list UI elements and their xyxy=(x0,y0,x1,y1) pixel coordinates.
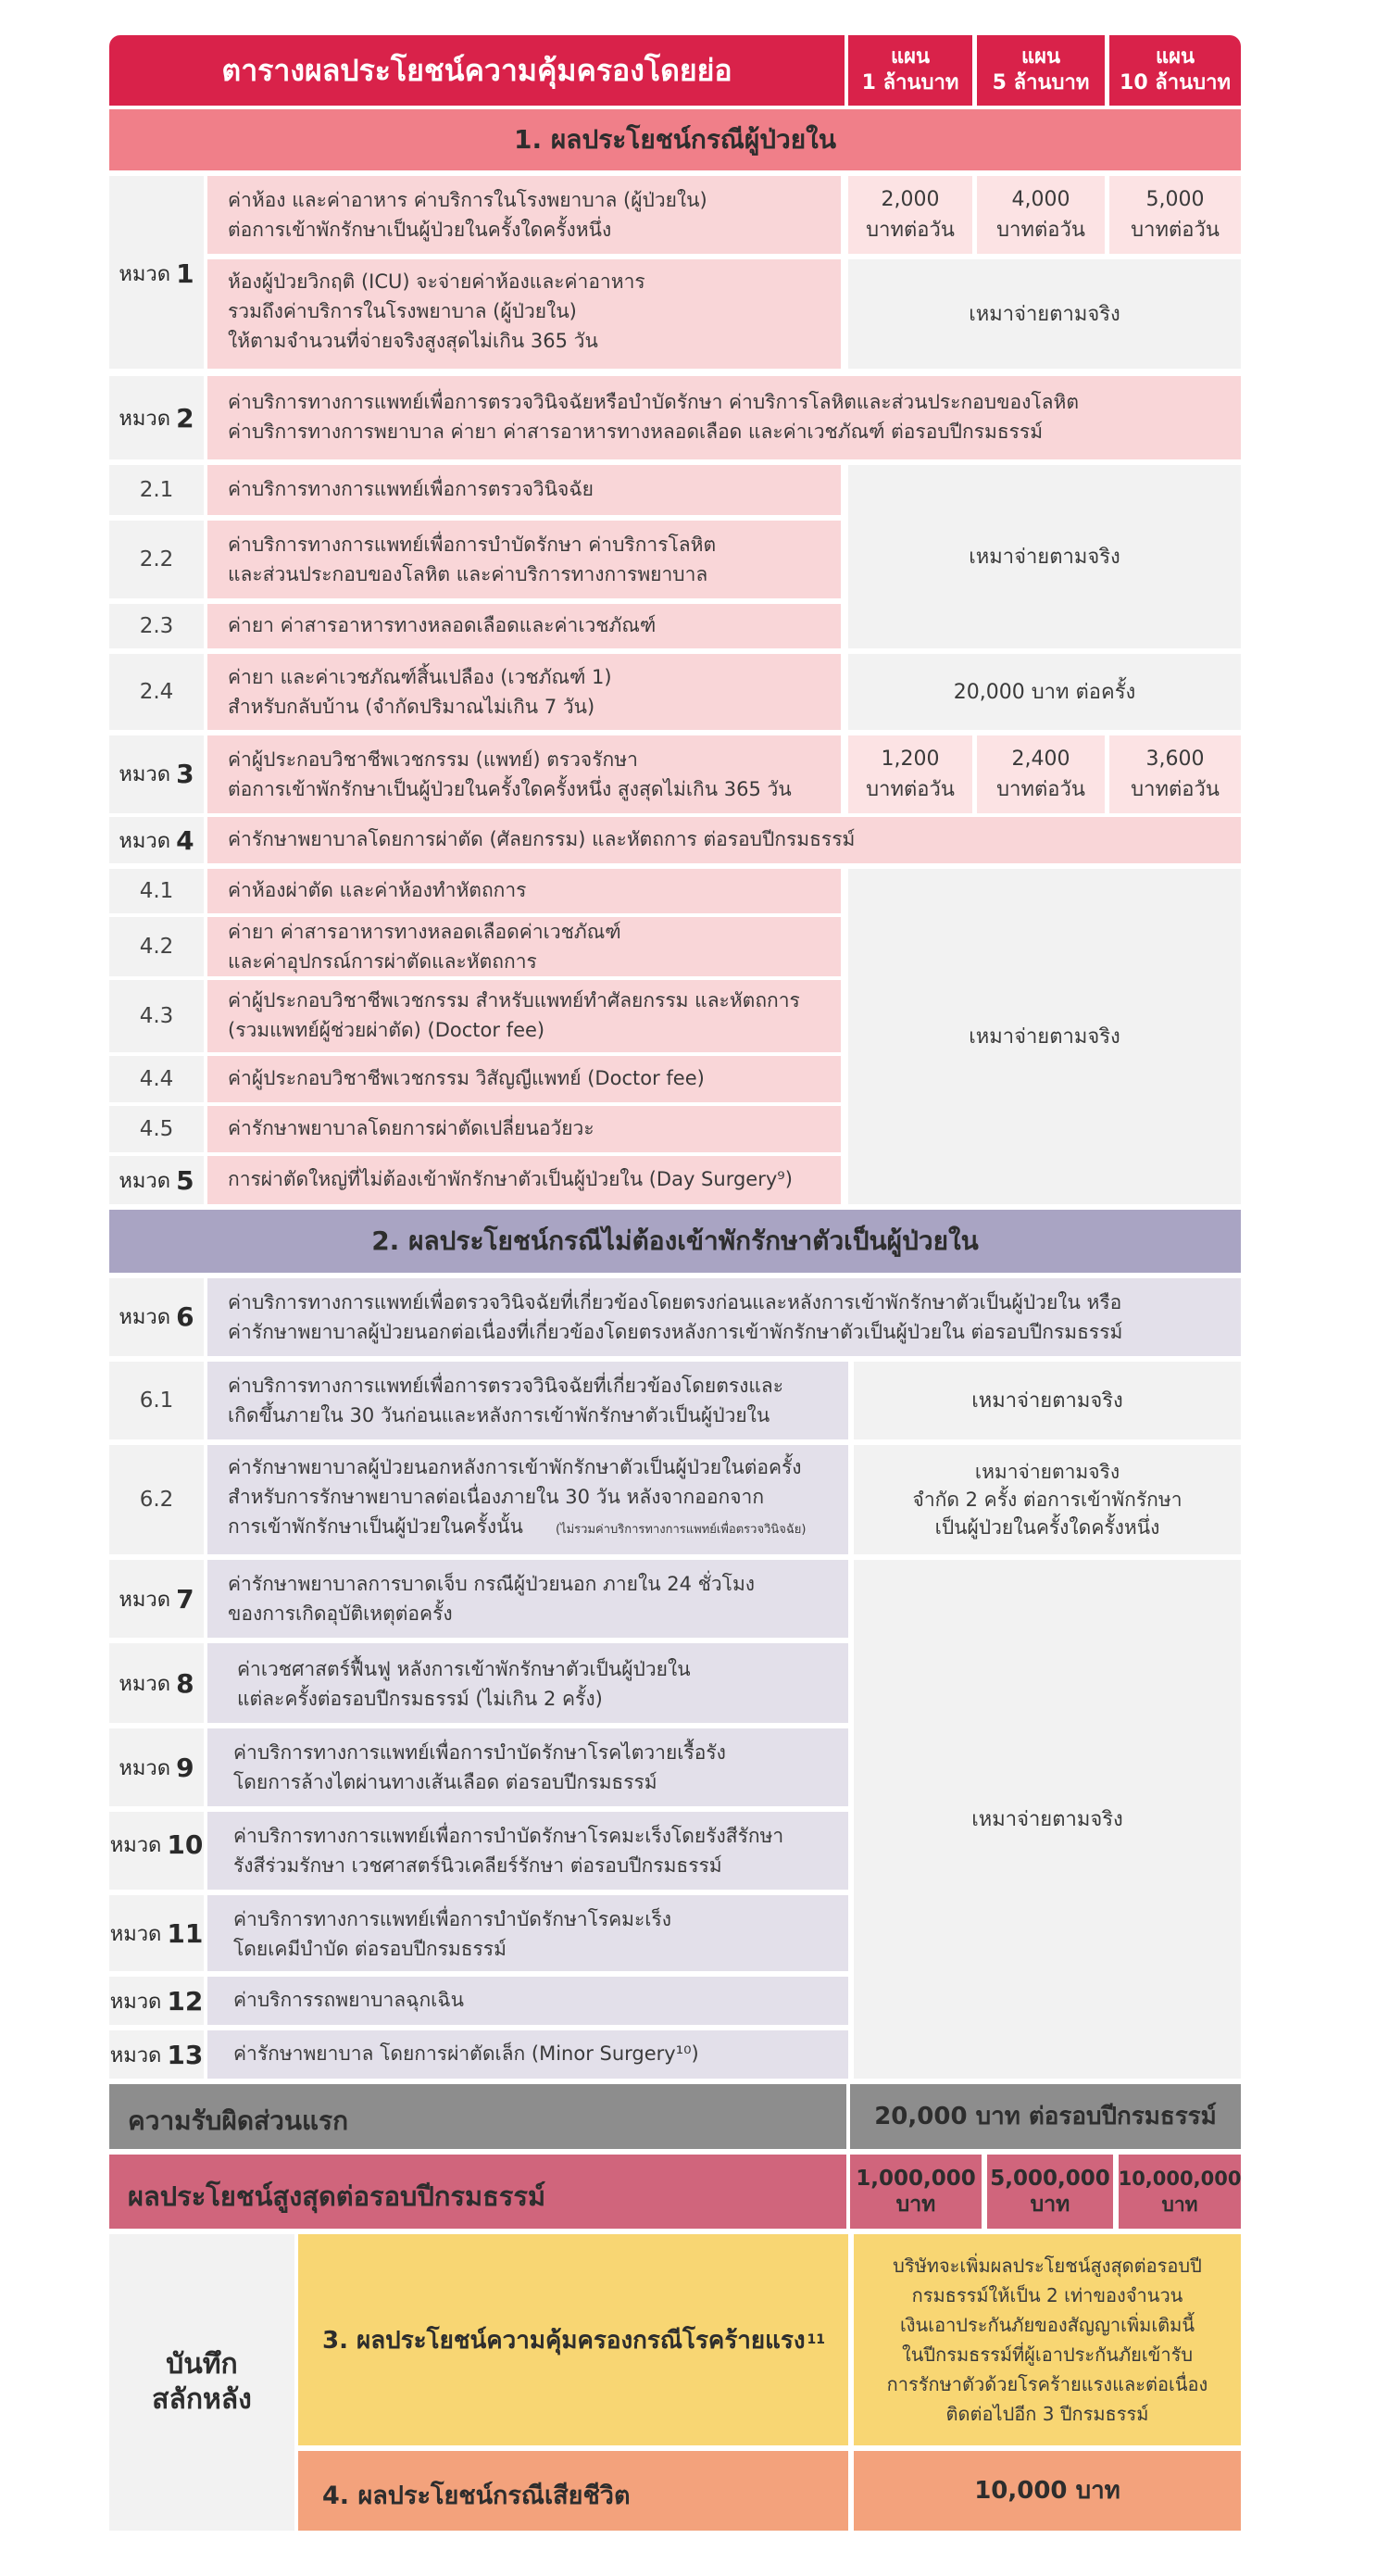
category-7-label xyxy=(109,1576,204,1622)
deductible-value: 20,000 บาท ต่อรอบปีกรมธรรม์ xyxy=(850,2084,1241,2149)
deductible-label: ความรับผิดส่วนแรก xyxy=(109,2084,846,2149)
sub-2-1-number: 2.1 xyxy=(109,465,204,515)
room-board-text: ค่าห้อง และค่าอาหาร ค่าบริการในโรงพยาบาล (ผู้ป่วยใน) ต่อการเข้าพักรักษาเป็นผู้ป่วยในครั้งใดครั้งหนึ่ง xyxy=(207,176,841,254)
category-number: 1 xyxy=(176,258,194,289)
sub-4-1-number: 4.1 xyxy=(109,869,204,913)
category-number: 4 xyxy=(176,824,194,856)
category-13-label xyxy=(109,2030,204,2079)
category-number: 11 xyxy=(167,1917,204,1949)
room-value-1m: 2,000 บาทต่อวัน xyxy=(848,176,972,254)
category-number: 3 xyxy=(176,758,194,789)
category-label-text: หมวด xyxy=(109,1990,162,2014)
sub-2-4-text: ค่ายา และค่าเวชภัณฑ์สิ้นเปลือง (เวชภัณฑ์ 1) สำหรับกลับบ้าน (จำกัดปริมาณไม่เกิน 7 วัน) xyxy=(207,654,841,730)
sub-4-4-number: 4.4 xyxy=(109,1056,204,1102)
critical-illness-value: บริษัทจะเพิ่มผลประโยชน์สูงสุดต่อรอบปี กรมธรรม์ให้เป็น 2 เท่าของจำนวน เงินเอาประกันภัยของสัญญาเพิ่มเติมนี้ ในปีกรมธรรม์ที่ผู้เอาประกันภัยเข้ารับ การรักษาตัวด้วยโรคร้ายแรงและต่อเนื่อง ติดต่อไปอีก 3 ปีกรมธรรม์ xyxy=(854,2234,1241,2445)
sub-2-3-number: 2.3 xyxy=(109,604,204,648)
category-7-text: ค่ารักษาพยาบาลการบาดเจ็บ กรณีผู้ป่วยนอก ภายใน 24 ชั่วโมง ของการเกิดอุบัติเหตุต่อครั้ง xyxy=(207,1560,848,1638)
table-title: ตารางผลประโยชน์ความคุ้มครองโดยย่อ xyxy=(109,35,845,106)
category-2-label xyxy=(109,395,204,441)
sub-6-2-number: 6.2 xyxy=(109,1445,204,1554)
plan-header-1m: แผน 1 ล้านบาท xyxy=(848,35,972,106)
category-3-text: ค่าผู้ประกอบวิชาชีพเวชกรรม (แพทย์) ตรวจรักษา ต่อการเข้าพักรักษาเป็นผู้ป่วยในครั้งใดครั้งหนึ่ง สูงสุดไม่เกิน 365 วัน xyxy=(207,735,841,813)
category-label-text: หมวด xyxy=(119,1305,171,1329)
category-label-text: หมวด xyxy=(119,1756,171,1780)
section-1-title: 1. ผลประโยชน์กรณีผู้ป่วยใน xyxy=(109,109,1241,170)
sub-2-2-text: ค่าบริการทางการแพทย์เพื่อการบำบัดรักษา ค่าบริการโลหิต และส่วนประกอบของโลหิต และค่าบริการทางการพยาบาล xyxy=(207,521,841,598)
rider-label: บันทึก สลักหลัง xyxy=(109,2234,294,2531)
category-3-value-1m: 1,200 บาทต่อวัน xyxy=(848,735,972,813)
category-number: 12 xyxy=(167,1985,204,2017)
category-10-label xyxy=(109,1821,204,1867)
category-number: 13 xyxy=(167,2039,204,2070)
category-5-text: การผ่าตัดใหญ่ที่ไม่ต้องเข้าพักรักษาตัวเป็นผู้ป่วยใน (Day Surgery⁹) xyxy=(207,1156,841,1204)
category-6-label xyxy=(109,1293,204,1339)
category-3-label xyxy=(109,750,204,797)
sub-4-3-text: ค่าผู้ประกอบวิชาชีพเวชกรรม สำหรับแพทย์ทำศัลยกรรม และหัตถการ (รวมแพทย์ผู้ช่วยผ่าตัด) (Doctor fee) xyxy=(207,980,841,1052)
sub-2-4-value: 20,000 บาท ต่อครั้ง xyxy=(848,654,1241,730)
critical-illness-cell xyxy=(298,2234,848,2445)
category-9-label xyxy=(109,1744,204,1791)
max-benefit-1m: 1,000,000 บาท xyxy=(850,2155,982,2229)
sub-2-4-number: 2.4 xyxy=(109,654,204,730)
sub-2-1-text: ค่าบริการทางการแพทย์เพื่อการตรวจวินิจฉัย xyxy=(207,465,841,515)
category-number: 9 xyxy=(176,1752,194,1783)
category-8-text: ค่าเวชศาสตร์ฟื้นฟู หลังการเข้าพักรักษาตัวเป็นผู้ป่วยใน แต่ละครั้งต่อรอบปีกรมธรรม์ (ไม่เกิน 2 ครั้ง) xyxy=(207,1643,848,1723)
death-benefit-value: 10,000 บาท xyxy=(854,2451,1241,2531)
sub-6-2-text-cell xyxy=(207,1445,848,1554)
category-11-text: ค่าบริการทางการแพทย์เพื่อการบำบัดรักษาโรคมะเร็ง โดยเคมีบำบัด ต่อรอบปีกรมธรรม์ xyxy=(207,1895,848,1971)
category-6-text: ค่าบริการทางการแพทย์เพื่อตรวจวินิจฉัยที่เกี่ยวข้องโดยตรงก่อนและหลังการเข้าพักรักษาตัวเป็นผู้ป่วยใน หรือ ค่ารักษาพยาบาลผู้ป่วยนอกต่อเนื่องที่เกี่ยวข้องโดยตรงหลังการเข้าพักรักษาตัวเป็นผู้ป่วยใน ต่อรอบปีกรมธรรม์ xyxy=(207,1278,1241,1356)
icu-text: ห้องผู้ป่วยวิกฤติ (ICU) จะจ่ายค่าห้องและค่าอาหาร รวมถึงค่าบริการในโรงพยาบาล (ผู้ป่วยใน) ให้ตามจำนวนที่จ่ายจริงสูงสุดไม่เกิน 365 วัน xyxy=(207,259,841,369)
category-12-label xyxy=(109,1977,204,2025)
category-3-value-5m: 2,400 บาทต่อวัน xyxy=(977,735,1105,813)
category-7-13-value: เหมาจ่ายตามจริง xyxy=(854,1560,1241,2079)
category-10-text: ค่าบริการทางการแพทย์เพื่อการบำบัดรักษาโรคมะเร็งโดยรังสีรักษา รังสีร่วมรักษา เวชศาสตร์นิวเคลียร์รักษา ต่อรอบปีกรมธรรม์ xyxy=(207,1812,848,1890)
category-9-text: ค่าบริการทางการแพทย์เพื่อการบำบัดรักษาโรคไตวายเรื้อรัง โดยการล้างไตผ่านทางเส้นเลือด ต่อรอบปีกรมธรรม์ xyxy=(207,1728,848,1806)
category-2-value: เหมาจ่ายตามจริง xyxy=(848,465,1241,648)
category-number: 2 xyxy=(176,402,194,434)
plan-header-10m: แผน 10 ล้านบาท xyxy=(1109,35,1241,106)
category-5-label xyxy=(109,1156,204,1204)
sub-4-5-text: ค่ารักษาพยาบาลโดยการผ่าตัดเปลี่ยนอวัยวะ xyxy=(207,1106,841,1152)
category-8-label xyxy=(109,1660,204,1706)
sub-4-3-number: 4.3 xyxy=(109,980,204,1052)
category-11-label xyxy=(109,1910,204,1956)
sub-2-3-text: ค่ายา ค่าสารอาหารทางหลอดเลือดและค่าเวชภัณฑ์ xyxy=(207,604,841,648)
category-label-text: หมวด xyxy=(109,1922,162,1946)
category-number: 10 xyxy=(167,1828,204,1860)
sub-6-1-value: เหมาจ่ายตามจริง xyxy=(854,1362,1241,1439)
sub-6-2-value: เหมาจ่ายตามจริง จำกัด 2 ครั้ง ต่อการเข้าพักรักษา เป็นผู้ป่วยในครั้งใดครั้งหนึ่ง xyxy=(854,1445,1241,1554)
category-4-label xyxy=(109,817,204,863)
sub-6-2-note: (ไม่รวมค่าบริการทางการแพทย์เพื่อตรวจวินิจฉัย) xyxy=(556,1523,807,1537)
category-label-text: หมวด xyxy=(109,2043,162,2067)
max-benefit-5m: 5,000,000 บาท xyxy=(987,2155,1113,2229)
sub-4-5-number: 4.5 xyxy=(109,1106,204,1152)
room-value-10m: 5,000 บาทต่อวัน xyxy=(1109,176,1241,254)
category-1-label xyxy=(109,250,204,296)
category-label-text: หมวด xyxy=(119,1588,171,1612)
category-number: 6 xyxy=(176,1301,194,1332)
category-3-value-10m: 3,600 บาทต่อวัน xyxy=(1109,735,1241,813)
category-label-text: หมวด xyxy=(119,1672,171,1696)
icu-value: เหมาจ่ายตามจริง xyxy=(848,259,1241,369)
category-number: 7 xyxy=(176,1583,194,1615)
sub-6-2-text: ค่ารักษาพยาบาลผู้ป่วยนอกหลังการเข้าพักรักษาตัวเป็นผู้ป่วยในต่อครั้ง สำหรับการรักษาพยาบาลต่อเนื่องภายใน 30 วัน หลังจากออกจาก การเข้าพักรักษาเป็นผู้ป่วยในครั้งนั้น xyxy=(228,1456,802,1538)
sub-4-2-text: ค่ายา ค่าสารอาหารทางหลอดเลือดค่าเวชภัณฑ์ และค่าอุปกรณ์การผ่าตัดและหัตถการ xyxy=(207,917,841,976)
category-label-text: หมวด xyxy=(119,1169,171,1193)
death-benefit-title: 4. ผลประโยชน์กรณีเสียชีวิต xyxy=(298,2451,848,2531)
category-label-text: หมวด xyxy=(109,1833,162,1857)
category-4-text: ค่ารักษาพยาบาลโดยการผ่าตัด (ศัลยกรรม) และหัตถการ ต่อรอบปีกรมธรรม์ xyxy=(207,817,1241,863)
critical-illness-footnote: 11 xyxy=(807,2332,826,2347)
category-label-text: หมวด xyxy=(119,407,171,431)
sub-6-1-text: ค่าบริการทางการแพทย์เพื่อการตรวจวินิจฉัยที่เกี่ยวข้องโดยตรงและ เกิดขึ้นภายใน 30 วันก่อนและหลังการเข้าพักรักษาตัวเป็นผู้ป่วยใน xyxy=(207,1362,848,1439)
category-2-text: ค่าบริการทางการแพทย์เพื่อการตรวจวินิจฉัยหรือบำบัดรักษา ค่าบริการโลหิตและส่วนประกอบของโลหิต ค่าบริการทางการพยาบาล ค่ายา ค่าสารอาหารทางหลอดเลือด และค่าเวชภัณฑ์ ต่อรอบปีกรมธรรม์ xyxy=(207,376,1241,459)
category-label-text: หมวด xyxy=(119,262,171,286)
section-2-title: 2. ผลประโยชน์กรณีไม่ต้องเข้าพักรักษาตัวเป็นผู้ป่วยใน xyxy=(109,1210,1241,1273)
category-4-5-value: เหมาจ่ายตามจริง xyxy=(848,869,1241,1204)
critical-illness-title: 3. ผลประโยชน์ความคุ้มครองกรณีโรคร้ายแรง xyxy=(322,2326,806,2355)
category-label-text: หมวด xyxy=(119,762,171,786)
max-benefit-10m: 10,000,000 บาท xyxy=(1119,2155,1241,2229)
room-value-5m: 4,000 บาทต่อวัน xyxy=(977,176,1105,254)
plan-header-5m: แผน 5 ล้านบาท xyxy=(977,35,1105,106)
category-number: 5 xyxy=(176,1164,194,1196)
category-13-text: ค่ารักษาพยาบาล โดยการผ่าตัดเล็ก (Minor Surgery¹⁰) xyxy=(207,2030,848,2079)
category-label-text: หมวด xyxy=(119,829,171,853)
sub-6-1-number: 6.1 xyxy=(109,1362,204,1439)
sub-4-2-number: 4.2 xyxy=(109,917,204,976)
sub-4-4-text: ค่าผู้ประกอบวิชาชีพเวชกรรม วิสัญญีแพทย์ (Doctor fee) xyxy=(207,1056,841,1102)
sub-2-2-number: 2.2 xyxy=(109,521,204,598)
max-benefit-label: ผลประโยชน์สูงสุดต่อรอบปีกรมธรรม์ xyxy=(109,2155,846,2229)
category-number: 8 xyxy=(176,1667,194,1699)
sub-4-1-text: ค่าห้องผ่าตัด และค่าห้องทำหัตถการ xyxy=(207,869,841,913)
category-12-text: ค่าบริการรถพยาบาลฉุกเฉิน xyxy=(207,1977,848,2025)
